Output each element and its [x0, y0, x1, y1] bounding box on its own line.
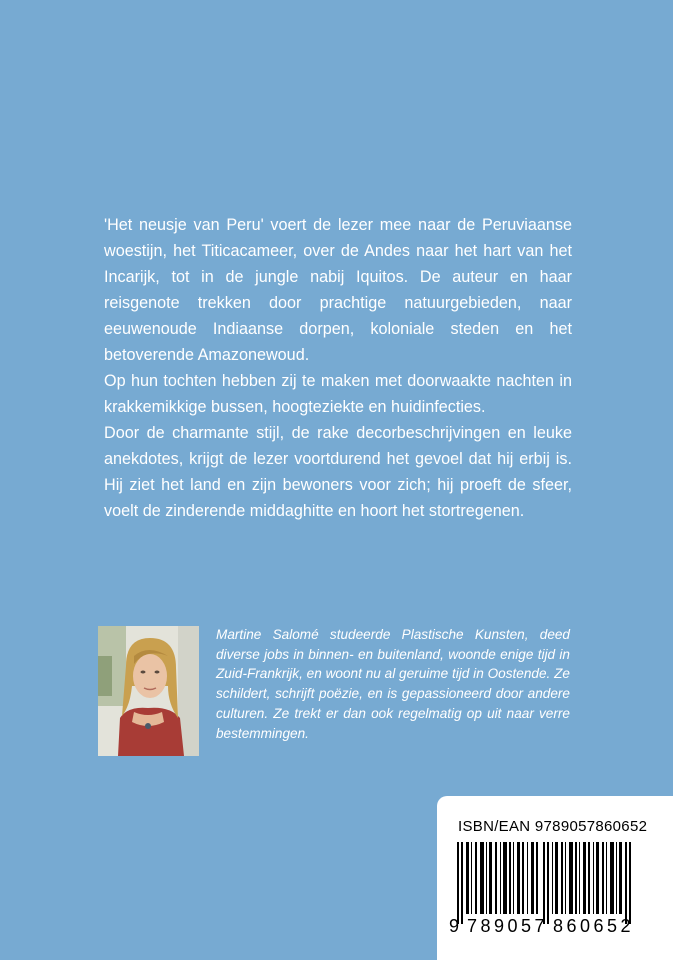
author-bio: Martine Salomé studeerde Plastische Kunsten, deed diverse jobs in binnen- en buitenland, woonde enige tijd in Zuid-Frankrijk, en woont nu al geruime tijd in Oostende. Ze schildert, schrijft poëzie, en is gepassioneerd door andere culturen. Ze trekt er dan ook regelmatig op uit naar verre bestemmingen. [216, 627, 570, 741]
book-blurb [104, 212, 572, 524]
ean-digits-right: 860652 [553, 916, 635, 936]
author-photo [98, 626, 199, 756]
ean-digit-prefix: 9 [449, 916, 460, 936]
blurb-paragraph-1: 'Het neusje van Peru' voert de lezer mee naar de Peruviaanse woestijn, het Titicacameer, over de Andes naar het hart van het Incarijk, tot in de jungle nabij Iquitos. De auteur en haar reisgenote trekken door prachtige natuurgebieden, naar eeuwenoude Indiaanse dorpen, koloniale steden en het betoverende Amazonewoud. [104, 216, 572, 364]
ean-digits-left: 789057 [467, 916, 549, 936]
isbn-label: ISBN/EAN 9789057860652 [458, 818, 648, 835]
barcode-icon [455, 842, 645, 924]
blurb-paragraph-3: Door de charmante stijl, de rake decorbeschrijvingen en leuke anekdotes, krijgt de lezer voortdurend het gevoel dat hij erbij is. Hij ziet het land en zijn bewoners voor zich; hij proeft de sfeer, voelt de zinderende middaghitte en hoort het stortregenen. [104, 424, 572, 520]
blurb-paragraph-2: Op hun tochten hebben zij te maken met doorwaakte nachten in krakkemikkige bussen, hoogteziekte en huidinfecties. [104, 372, 572, 416]
